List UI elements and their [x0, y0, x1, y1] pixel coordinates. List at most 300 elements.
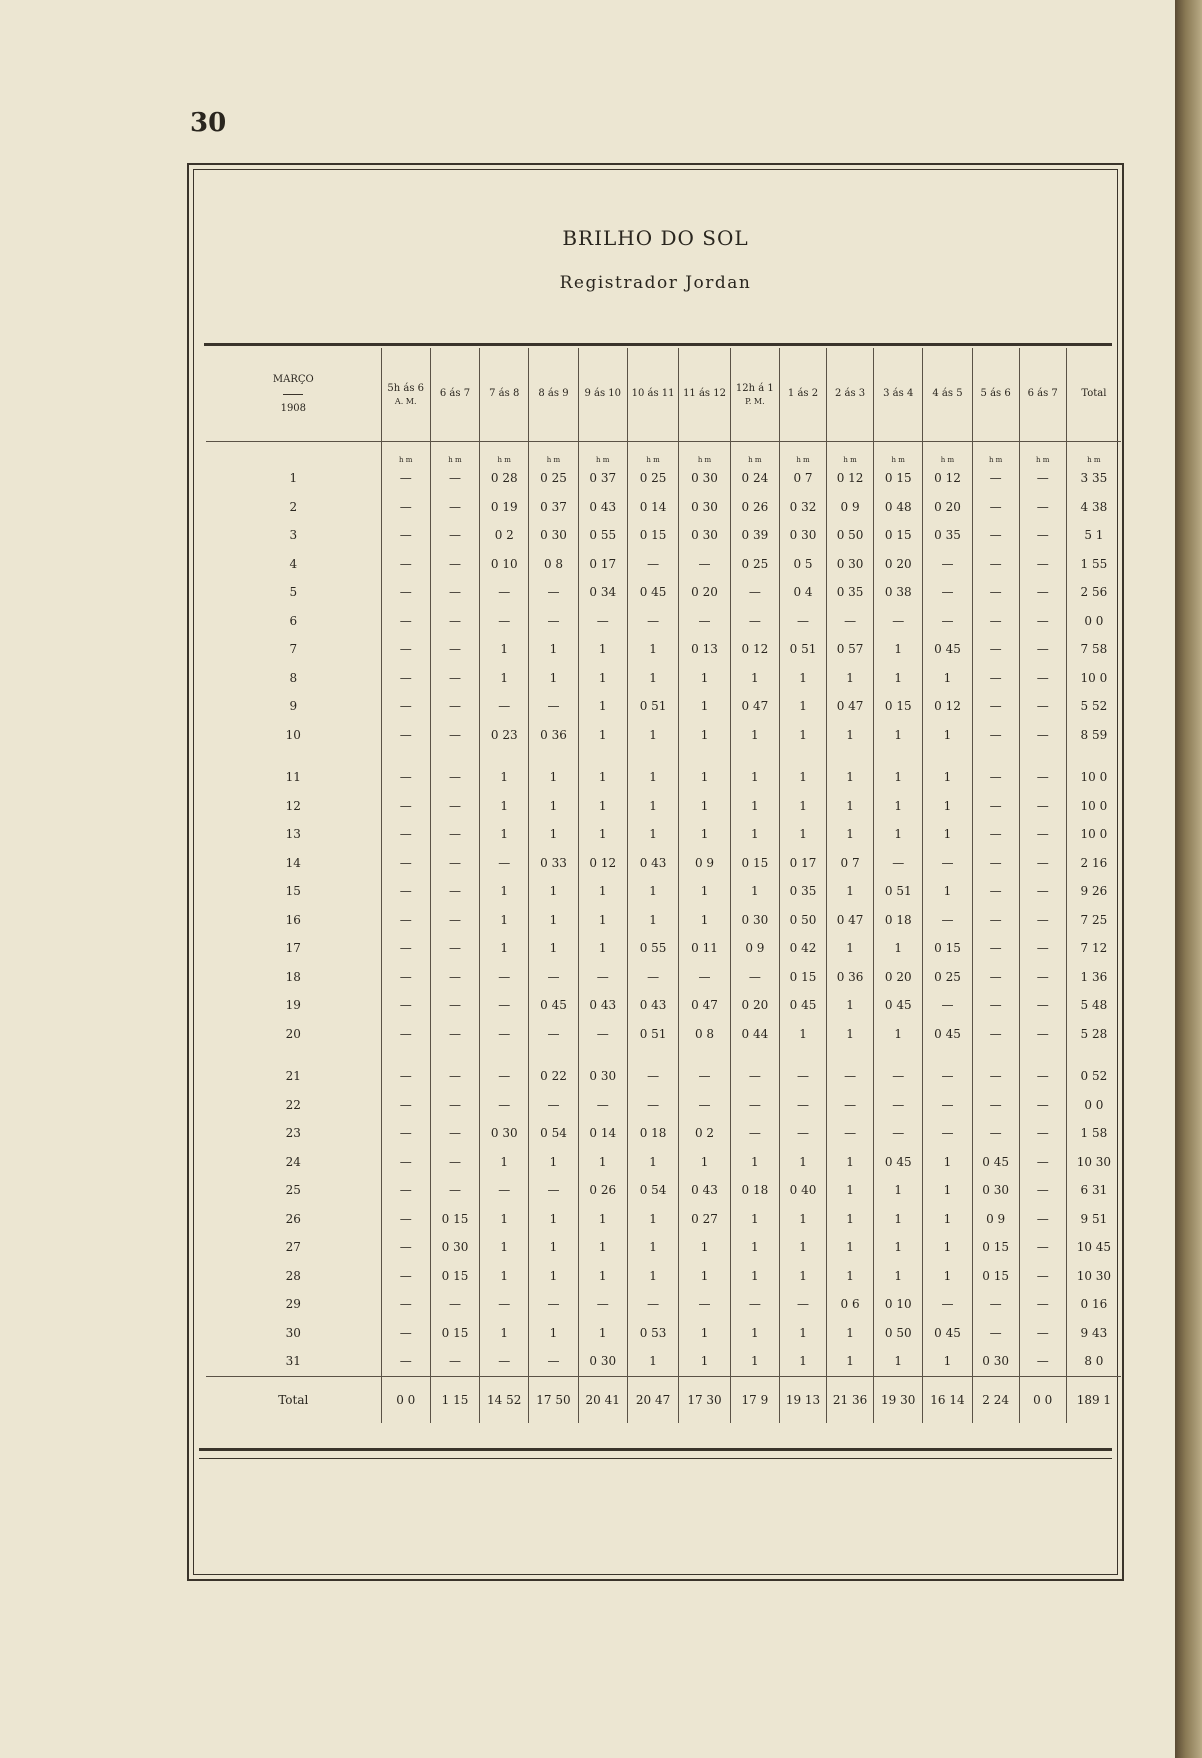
value-cell: 0 45 — [923, 635, 972, 664]
unit-cell: h m — [381, 442, 430, 465]
value-cell: 1 — [730, 1347, 779, 1376]
header-row — [206, 348, 1121, 442]
gap-cell — [627, 749, 678, 763]
sunshine-table — [206, 348, 1121, 1423]
value-cell: 0 33 — [529, 849, 578, 878]
gap-cell — [529, 749, 578, 763]
value-cell: 1 — [923, 1148, 972, 1177]
value-cell: — — [972, 820, 1019, 849]
value-cell: — — [1019, 550, 1066, 579]
value-cell: — — [381, 692, 430, 721]
value-cell: 0 15 — [972, 1262, 1019, 1291]
value-cell: 0 50 — [874, 1319, 923, 1348]
value-cell: 1 — [578, 1262, 627, 1291]
value-cell: 1 — [679, 763, 730, 792]
value-cell: — — [779, 1290, 826, 1319]
value-cell: 1 — [779, 1233, 826, 1262]
value-cell: — — [529, 578, 578, 607]
value-cell: 1 — [874, 664, 923, 693]
value-cell: 0 25 — [923, 963, 972, 992]
value-cell: 0 51 — [627, 692, 678, 721]
value-cell: — — [923, 849, 972, 878]
value-cell: 0 12 — [730, 635, 779, 664]
column-header — [627, 348, 678, 442]
value-cell: — — [1019, 792, 1066, 821]
value-cell: — — [1019, 1347, 1066, 1376]
unit-cell: h m — [627, 442, 678, 465]
total-cell: 17 50 — [529, 1376, 578, 1423]
value-cell: 0 11 — [679, 934, 730, 963]
value-cell: 0 55 — [627, 934, 678, 963]
value-cell: — — [874, 1062, 923, 1091]
value-cell: — — [480, 1176, 529, 1205]
day-cell: 14 — [285, 855, 301, 870]
value-cell: 0 20 — [679, 578, 730, 607]
group-gap — [206, 749, 1121, 763]
gap-cell — [972, 749, 1019, 763]
value-cell: 10 0 — [1066, 820, 1121, 849]
value-cell: — — [972, 692, 1019, 721]
value-cell: — — [480, 1347, 529, 1376]
table-row — [206, 578, 1121, 607]
value-cell: — — [578, 963, 627, 992]
value-cell: 0 7 — [827, 849, 874, 878]
day-cell: 7 — [289, 642, 298, 657]
day-cell: 1 — [289, 471, 298, 486]
value-cell: 0 43 — [578, 991, 627, 1020]
value-cell: — — [480, 692, 529, 721]
gap-cell — [480, 1048, 529, 1062]
value-cell: 1 — [529, 1205, 578, 1234]
value-cell: 1 — [679, 906, 730, 935]
value-cell: 0 12 — [578, 849, 627, 878]
total-cell: 17 9 — [730, 1376, 779, 1423]
gap-cell — [972, 1048, 1019, 1062]
value-cell: 1 — [779, 820, 826, 849]
value-cell: — — [972, 849, 1019, 878]
value-cell: 0 30 — [972, 1176, 1019, 1205]
value-cell: — — [381, 934, 430, 963]
header-rule — [204, 343, 1112, 346]
table-body — [206, 442, 1121, 1423]
value-cell: 7 25 — [1066, 906, 1121, 935]
value-cell: 1 — [874, 1262, 923, 1291]
value-cell: 10 0 — [1066, 792, 1121, 821]
total-cell: 20 47 — [627, 1376, 678, 1423]
value-cell: 1 — [779, 1319, 826, 1348]
value-cell: 1 — [480, 1148, 529, 1177]
value-cell: 1 — [578, 1233, 627, 1262]
value-cell: — — [1019, 1148, 1066, 1177]
value-cell: — — [578, 607, 627, 636]
value-cell: 1 — [578, 906, 627, 935]
value-cell: 0 37 — [578, 464, 627, 493]
value-cell: 0 30 — [679, 493, 730, 522]
value-cell: — — [1019, 1319, 1066, 1348]
value-cell: 0 6 — [827, 1290, 874, 1319]
value-cell: 1 — [730, 763, 779, 792]
value-cell: 0 18 — [730, 1176, 779, 1205]
value-cell: 10 30 — [1066, 1148, 1121, 1177]
value-cell: — — [1019, 1290, 1066, 1319]
value-cell: — — [730, 607, 779, 636]
day-cell: 8 — [289, 670, 298, 685]
column-label: 4 ás 5 — [932, 387, 963, 399]
value-cell: — — [627, 607, 678, 636]
value-cell: 1 — [874, 1233, 923, 1262]
value-cell: — — [480, 849, 529, 878]
value-cell: 0 25 — [529, 464, 578, 493]
value-cell: — — [1019, 721, 1066, 750]
value-cell: 9 43 — [1066, 1319, 1121, 1348]
value-cell: 1 — [578, 763, 627, 792]
column-label: 2 ás 3 — [834, 387, 866, 399]
value-cell: 0 43 — [627, 849, 678, 878]
column-label: 12h á 1 — [735, 383, 774, 394]
value-cell: 1 — [730, 664, 779, 693]
value-cell: — — [430, 578, 479, 607]
unit-cell: h m — [730, 442, 779, 465]
value-cell: 0 45 — [874, 1148, 923, 1177]
value-cell: 1 — [529, 877, 578, 906]
value-cell: 0 43 — [679, 1176, 730, 1205]
value-cell: 0 18 — [874, 906, 923, 935]
total-cell: 189 1 — [1066, 1376, 1121, 1423]
unit-cell: h m — [578, 442, 627, 465]
total-cell: 21 36 — [827, 1376, 874, 1423]
column-header — [779, 348, 826, 442]
value-cell: 0 51 — [779, 635, 826, 664]
value-cell: 0 28 — [480, 464, 529, 493]
value-cell: 1 — [827, 1347, 874, 1376]
table-row — [206, 934, 1121, 963]
value-cell: 0 23 — [480, 721, 529, 750]
value-cell: 1 — [827, 1262, 874, 1291]
day-cell: 18 — [285, 969, 301, 984]
value-cell: 0 15 — [627, 521, 678, 550]
bottom-rule-thin — [199, 1458, 1112, 1459]
day-cell: 13 — [285, 827, 301, 842]
table-row — [206, 1176, 1121, 1205]
value-cell: 0 35 — [779, 877, 826, 906]
total-cell: 0 0 — [1019, 1376, 1066, 1423]
day-cell: 23 — [285, 1126, 301, 1141]
value-cell: — — [1019, 963, 1066, 992]
value-cell: — — [972, 763, 1019, 792]
value-cell: — — [1019, 1091, 1066, 1120]
unit-cell: h m — [1066, 442, 1121, 465]
value-cell: 0 45 — [923, 1319, 972, 1348]
column-header — [679, 348, 730, 442]
value-cell: — — [430, 1347, 479, 1376]
gap-cell — [827, 749, 874, 763]
value-cell: — — [430, 692, 479, 721]
value-cell: 1 — [827, 820, 874, 849]
total-cell: 19 30 — [874, 1376, 923, 1423]
value-cell: 1 — [627, 1205, 678, 1234]
column-label: 1 ás 2 — [787, 387, 819, 399]
value-cell: — — [381, 464, 430, 493]
value-cell: — — [1019, 877, 1066, 906]
value-cell: — — [1019, 763, 1066, 792]
value-cell: 0 20 — [923, 493, 972, 522]
value-cell: 1 — [529, 1233, 578, 1262]
value-cell: — — [1019, 664, 1066, 693]
value-cell: 1 — [923, 1205, 972, 1234]
gap-cell — [381, 1048, 430, 1062]
value-cell: 5 52 — [1066, 692, 1121, 721]
value-cell: — — [730, 1062, 779, 1091]
page-subtitle: Registrador Jordan — [559, 273, 752, 293]
value-cell: — — [381, 1262, 430, 1291]
value-cell: — — [874, 1119, 923, 1148]
total-cell: 17 30 — [679, 1376, 730, 1423]
table-row — [206, 1205, 1121, 1234]
value-cell: — — [779, 607, 826, 636]
column-header — [827, 348, 874, 442]
value-cell: 1 — [529, 763, 578, 792]
value-cell: — — [1019, 464, 1066, 493]
total-cell: 2 24 — [972, 1376, 1019, 1423]
value-cell: 1 — [529, 820, 578, 849]
value-cell: 1 — [480, 1319, 529, 1348]
value-cell: — — [972, 1290, 1019, 1319]
value-cell: — — [1019, 991, 1066, 1020]
value-cell: 0 36 — [529, 721, 578, 750]
column-header — [578, 348, 627, 442]
value-cell: 0 22 — [529, 1062, 578, 1091]
table-row — [206, 1119, 1121, 1148]
value-cell: 0 32 — [779, 493, 826, 522]
column-header — [529, 348, 578, 442]
value-cell: 1 — [779, 763, 826, 792]
value-cell: 1 — [730, 1233, 779, 1262]
day-cell: 17 — [285, 941, 301, 956]
value-cell: 1 — [730, 792, 779, 821]
value-cell: 0 45 — [779, 991, 826, 1020]
value-cell: 1 58 — [1066, 1119, 1121, 1148]
column-label: 8 ás 9 — [538, 387, 569, 399]
table-row — [206, 664, 1121, 693]
value-cell: — — [972, 934, 1019, 963]
value-cell: 1 — [874, 820, 923, 849]
value-cell: 1 55 — [1066, 550, 1121, 579]
value-cell: 1 — [480, 1233, 529, 1262]
value-cell: 1 — [627, 664, 678, 693]
value-cell: — — [627, 963, 678, 992]
value-cell: 8 59 — [1066, 721, 1121, 750]
value-cell: 1 — [578, 1205, 627, 1234]
value-cell: 1 — [874, 721, 923, 750]
value-cell: — — [430, 493, 479, 522]
value-cell: 10 45 — [1066, 1233, 1121, 1262]
value-cell: 1 — [827, 664, 874, 693]
value-cell: 0 50 — [779, 906, 826, 935]
value-cell: — — [381, 1119, 430, 1148]
value-cell: 1 — [480, 820, 529, 849]
value-cell: 1 — [627, 721, 678, 750]
value-cell: 1 — [480, 763, 529, 792]
value-cell: 1 — [923, 1262, 972, 1291]
value-cell: 1 — [529, 1319, 578, 1348]
column-label: 6 ás 7 — [439, 387, 471, 399]
value-cell: 0 30 — [679, 464, 730, 493]
value-cell: — — [480, 607, 529, 636]
value-cell: 1 — [827, 792, 874, 821]
value-cell: 0 26 — [730, 493, 779, 522]
value-cell: 1 — [480, 1262, 529, 1291]
value-cell: 2 16 — [1066, 849, 1121, 878]
column-sublabel: P. M. — [745, 397, 765, 406]
value-cell: 0 4 — [779, 578, 826, 607]
column-label: Total — [1081, 387, 1107, 399]
value-cell: 1 — [578, 934, 627, 963]
value-cell: 7 58 — [1066, 635, 1121, 664]
value-cell: 0 9 — [972, 1205, 1019, 1234]
column-header — [1019, 348, 1066, 442]
value-cell: — — [430, 934, 479, 963]
table-row — [206, 763, 1121, 792]
value-cell: 1 — [480, 877, 529, 906]
month-label: MARÇO — [272, 374, 314, 385]
value-cell: — — [627, 1062, 678, 1091]
column-label: 10 ás 11 — [631, 387, 675, 399]
value-cell: — — [1019, 1119, 1066, 1148]
value-cell: — — [923, 578, 972, 607]
value-cell: 0 34 — [578, 578, 627, 607]
value-cell: 0 0 — [1066, 607, 1121, 636]
value-cell: 0 15 — [874, 464, 923, 493]
units-blank — [206, 442, 381, 465]
column-sublabel: A. M. — [394, 397, 417, 406]
gap-cell — [730, 1048, 779, 1062]
column-label: 5 ás 6 — [980, 387, 1011, 399]
value-cell: — — [874, 849, 923, 878]
day-cell: 29 — [285, 1297, 301, 1312]
value-cell: — — [972, 792, 1019, 821]
value-cell: 0 50 — [827, 521, 874, 550]
gap-cell — [679, 749, 730, 763]
value-cell: — — [972, 1062, 1019, 1091]
value-cell: 0 19 — [480, 493, 529, 522]
value-cell: 1 — [779, 721, 826, 750]
total-cell: 19 13 — [779, 1376, 826, 1423]
unit-cell: h m — [430, 442, 479, 465]
value-cell: 1 — [529, 934, 578, 963]
column-header — [874, 348, 923, 442]
value-cell: — — [972, 991, 1019, 1020]
value-cell: 1 — [730, 1148, 779, 1177]
value-cell: 1 — [827, 1176, 874, 1205]
unit-cell: h m — [827, 442, 874, 465]
column-label: 9 ás 10 — [584, 387, 621, 399]
value-cell: — — [578, 1091, 627, 1120]
gap-cell — [1066, 749, 1121, 763]
value-cell: 0 15 — [779, 963, 826, 992]
value-cell: 1 — [827, 877, 874, 906]
value-cell: 1 — [779, 1347, 826, 1376]
value-cell: — — [480, 1020, 529, 1049]
value-cell: 0 12 — [827, 464, 874, 493]
value-cell: 0 30 — [529, 521, 578, 550]
value-cell: — — [779, 1119, 826, 1148]
column-header — [430, 348, 479, 442]
value-cell: 1 — [923, 877, 972, 906]
value-cell: 0 8 — [529, 550, 578, 579]
day-cell: 9 — [289, 699, 298, 714]
value-cell: 8 0 — [1066, 1347, 1121, 1376]
total-cell: 16 14 — [923, 1376, 972, 1423]
value-cell: — — [578, 1290, 627, 1319]
value-cell: — — [529, 1347, 578, 1376]
unit-cell: h m — [480, 442, 529, 465]
value-cell: — — [430, 1176, 479, 1205]
value-cell: 0 15 — [430, 1262, 479, 1291]
value-cell: 1 — [779, 664, 826, 693]
value-cell: — — [480, 1091, 529, 1120]
value-cell: 0 2 — [679, 1119, 730, 1148]
value-cell: 1 — [827, 1319, 874, 1348]
value-cell: — — [381, 721, 430, 750]
value-cell: 0 15 — [874, 521, 923, 550]
value-cell: — — [679, 607, 730, 636]
day-cell: 4 — [289, 556, 298, 571]
page-number: 30 — [190, 108, 227, 138]
value-cell: 1 — [679, 877, 730, 906]
value-cell: 0 30 — [480, 1119, 529, 1148]
value-cell: — — [923, 991, 972, 1020]
value-cell: — — [1019, 934, 1066, 963]
value-cell: — — [480, 1290, 529, 1319]
column-label: 6 ás 7 — [1027, 387, 1058, 399]
value-cell: 1 — [679, 792, 730, 821]
value-cell: — — [381, 792, 430, 821]
value-cell: 1 — [627, 1233, 678, 1262]
value-cell: — — [430, 1020, 479, 1049]
value-cell: — — [381, 820, 430, 849]
value-cell: — — [529, 963, 578, 992]
gap-cell — [206, 1048, 381, 1062]
value-cell: 1 — [874, 1205, 923, 1234]
gap-cell — [529, 1048, 578, 1062]
value-cell: — — [430, 877, 479, 906]
value-cell: — — [381, 521, 430, 550]
value-cell: — — [430, 849, 479, 878]
value-cell: 0 51 — [627, 1020, 678, 1049]
value-cell: 1 — [779, 1262, 826, 1291]
day-cell: 21 — [285, 1069, 301, 1084]
value-cell: 1 — [480, 792, 529, 821]
unit-cell: h m — [1019, 442, 1066, 465]
gap-cell — [730, 749, 779, 763]
day-cell: 28 — [285, 1268, 301, 1283]
value-cell: 1 — [627, 635, 678, 664]
value-cell: — — [923, 607, 972, 636]
value-cell: — — [381, 493, 430, 522]
table-row — [206, 820, 1121, 849]
value-cell: 1 — [679, 1233, 730, 1262]
value-cell: 1 — [627, 1347, 678, 1376]
gap-cell — [480, 749, 529, 763]
value-cell: 1 — [679, 820, 730, 849]
day-cell: 2 — [289, 499, 298, 514]
unit-cell: h m — [779, 442, 826, 465]
value-cell: 0 15 — [923, 934, 972, 963]
value-cell: 1 — [874, 1347, 923, 1376]
column-label: 3 ás 4 — [883, 387, 914, 399]
value-cell: — — [529, 1290, 578, 1319]
value-cell: 0 30 — [779, 521, 826, 550]
